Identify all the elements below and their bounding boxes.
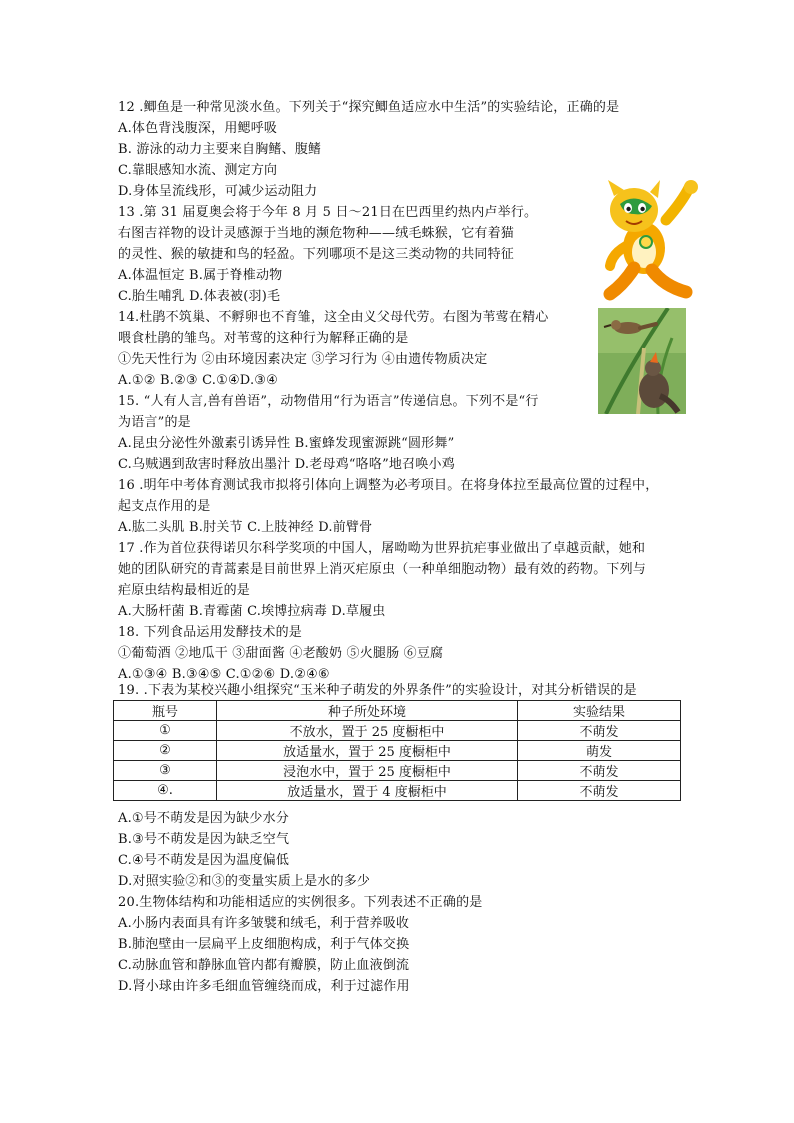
q16-stem-line1: 16 .明年中考体育测试我市拟将引体向上调整为必考项目。在将身体拉至最高位置的过程中， <box>118 478 659 493</box>
q19-option-d: D.对照实验②和③的变量实质上是水的多少 <box>118 874 371 889</box>
q20-option-d: D.肾小球由许多毛细血管缠绕而成，利于过滤作用 <box>118 979 410 994</box>
q13-stem-line3: 的灵性、猴的敏捷和鸟的轻盈。下列哪项不是这三类动物的共同特征 <box>118 247 515 262</box>
q20-option-c: C.动脉血管和静脉血管内都有瓣膜，防止血液倒流 <box>118 958 410 973</box>
q19-option-c: C.④号不萌发是因为温度偏低 <box>118 853 290 868</box>
table-header: 种子所处环境 <box>217 701 518 721</box>
olympic-mascot-icon <box>594 180 704 308</box>
q14-options: A.①② B.②③ C.①④D.③④ <box>118 373 279 388</box>
table-header: 瓶号 <box>114 701 217 721</box>
table-cell: 放适量水，置于 4 度橱柜中 <box>217 781 518 801</box>
seed-germination-table <box>113 700 681 801</box>
table-cell: 萌发 <box>518 741 681 761</box>
q18-options: A.①③④ B.③④⑤ C.①②⑥ D.②④⑥ <box>118 667 330 682</box>
q13-options-cd: C.胎生哺乳 D.体表被(羽)毛 <box>118 289 281 304</box>
table-cell: ③ <box>114 761 217 781</box>
table-cell: 不萌发 <box>518 761 681 781</box>
q13-options-ab: A.体温恒定 B.属于脊椎动物 <box>118 268 283 283</box>
q12-stem: 12 .鲫鱼是一种常见淡水鱼。下列关于“探究鲫鱼适应水中生活”的实验结论，正确的是 <box>118 100 620 115</box>
q20-stem: 20.生物体结构和功能相适应的实例很多。下列表述不正确的是 <box>118 895 483 910</box>
table-cell: 放适量水，置于 25 度橱柜中 <box>217 741 518 761</box>
q15-stem-line1: 15. “人有人言,兽有兽语”，动物借用“行为语言”传递信息。下列不是“行 <box>118 394 539 409</box>
table-row <box>114 781 681 801</box>
q17-stem-line1: 17 .作为首位获得诺贝尔科学奖项的中国人，屠呦呦为世界抗疟事业做出了卓越贡献，她和 <box>118 541 646 556</box>
reed-warbler-feeding-cuckoo-photo-icon <box>598 308 686 414</box>
table-row <box>114 741 681 761</box>
q19-option-b: B.③号不萌发是因为缺乏空气 <box>118 832 290 847</box>
table-cell: ① <box>114 721 217 741</box>
q16-options: A.肱二头肌 B.肘关节 C.上肢神经 D.前臂骨 <box>118 520 373 535</box>
q19-option-a: A.①号不萌发是因为缺少水分 <box>118 811 289 826</box>
q18-stem-line1: 18. 下列食品运用发酵技术的是 <box>118 625 303 640</box>
q12-option-d: D.身体呈流线形，可减少运动阻力 <box>118 184 318 199</box>
q19-stem: 19. .下表为某校兴趣小组探究“玉米种子萌发的外界条件”的实验设计，对其分析错误的是 <box>118 683 637 698</box>
q17-stem-line2: 她的团队研究的青蒿素是目前世界上消灭疟原虫（一种单细胞动物）最有效的药物。下列与 <box>118 562 647 577</box>
table-header: 实验结果 <box>518 701 681 721</box>
table-cell: 不萌发 <box>518 721 681 741</box>
q20-option-b: B.肺泡壁由一层扁平上皮细胞构成，利于气体交换 <box>118 937 410 952</box>
q16-stem-line2: 起支点作用的是 <box>118 499 211 514</box>
table-cell: 不萌发 <box>518 781 681 801</box>
table-cell: ② <box>114 741 217 761</box>
q12-option-a: A.体色背浅腹深，用鳃呼吸 <box>118 121 278 136</box>
q13-stem-line2: 右图吉祥物的设计灵感源于当地的濒危物种——绒毛蛛猴，它有着猫 <box>118 226 515 241</box>
table-header-row <box>114 701 681 721</box>
table-row <box>114 721 681 741</box>
q12-option-b: B. 游泳的动力主要来自胸鳍、腹鳍 <box>118 142 322 157</box>
q20-option-a: A.小肠内表面具有许多皱襞和绒毛，利于营养吸收 <box>118 916 410 931</box>
q14-stem-line3: ①先天性行为 ②由环境因素决定 ③学习行为 ④由遗传物质决定 <box>118 352 488 367</box>
table-cell: 不放水，置于 25 度橱柜中 <box>217 721 518 741</box>
table-row <box>114 761 681 781</box>
q15-options-ab: A.昆虫分泌性外激素引诱异性 B.蜜蜂发现蜜源跳“圆形舞” <box>118 436 455 451</box>
q17-options: A.大肠杆菌 B.青霉菌 C.埃博拉病毒 D.草履虫 <box>118 604 386 619</box>
q14-stem-line2: 喂食杜鹃的雏鸟。对苇莺的这种行为解释正确的是 <box>118 331 409 346</box>
q13-stem-line1: 13 .第 31 届夏奥会将于今年 8 月 5 日～21日在巴西里约热内卢举行。 <box>118 205 538 220</box>
q15-stem-line2: 为语言”的是 <box>118 415 191 430</box>
q17-stem-line3: 疟原虫结构最相近的是 <box>118 583 251 598</box>
q18-stem-line2: ①葡萄酒 ②地瓜干 ③甜面酱 ④老酸奶 ⑤火腿肠 ⑥豆腐 <box>118 646 444 661</box>
table-cell: ④. <box>114 781 217 801</box>
q14-stem-line1: 14.杜鹃不筑巢、不孵卵也不育雏，这全由义父母代劳。右图为苇莺在精心 <box>118 310 549 325</box>
q15-options-cd: C.乌贼遇到敌害时释放出墨汁 D.老母鸡“咯咯”地召唤小鸡 <box>118 457 455 472</box>
table-cell: 浸泡水中，置于 25 度橱柜中 <box>217 761 518 781</box>
q12-option-c: C.靠眼感知水流、测定方向 <box>118 163 278 178</box>
